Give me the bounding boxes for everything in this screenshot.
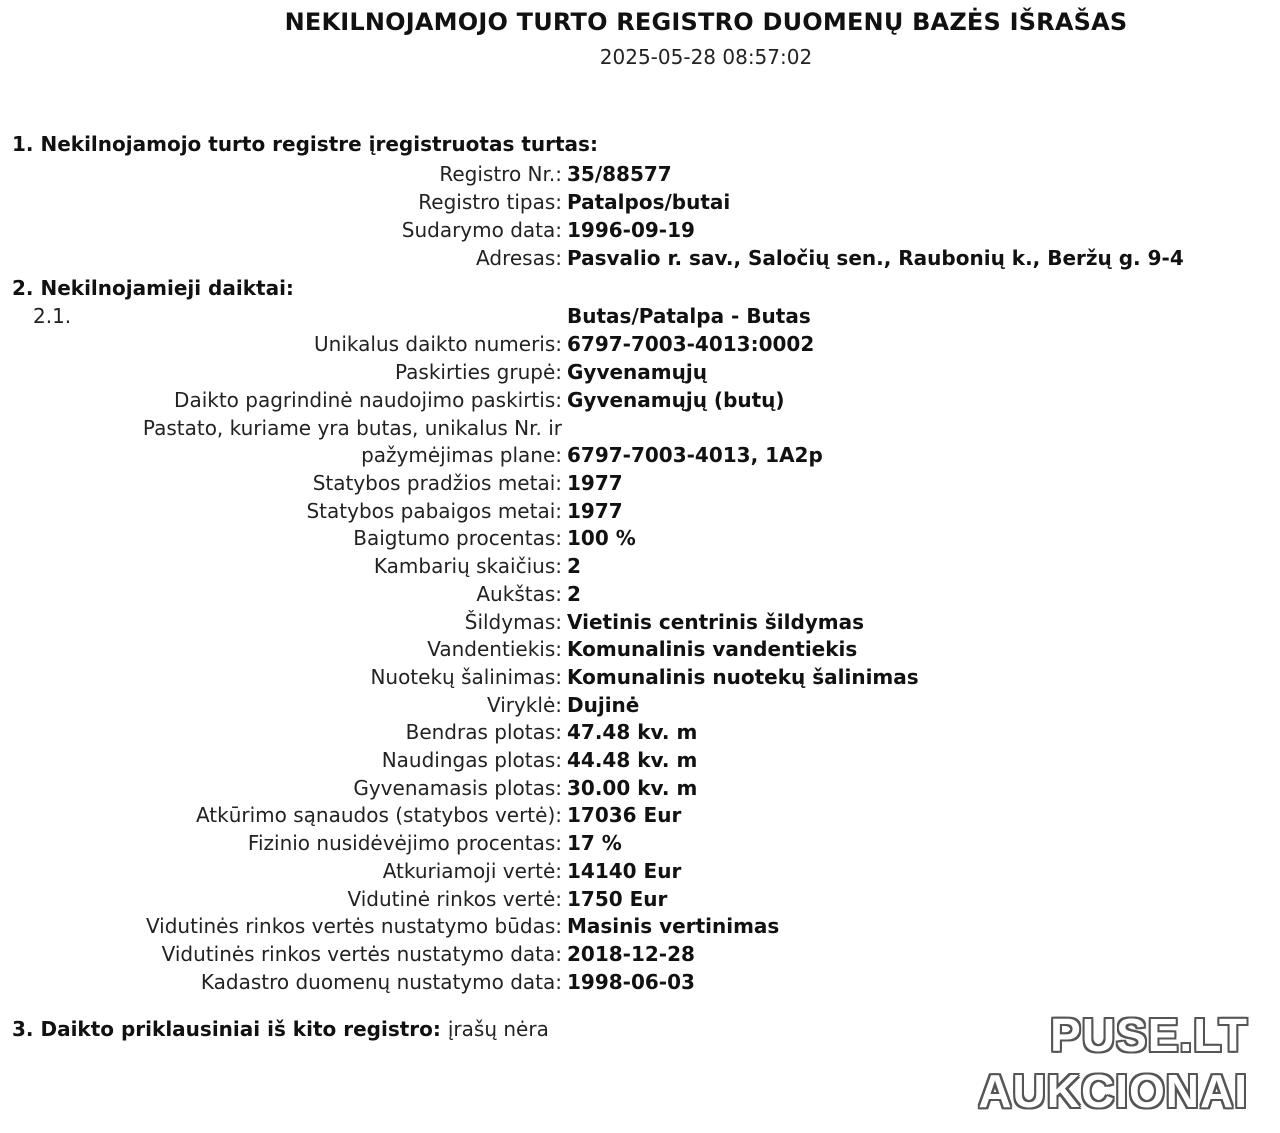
field-value: 1977 (567, 471, 623, 495)
document-datetime: 2025-05-28 08:57:02 (599, 45, 813, 69)
field-row (0, 218, 1280, 246)
item-header-row (0, 304, 1280, 332)
field-value: 1996-09-19 (567, 218, 695, 242)
field-label: Fizinio nusidėvėjimo procentas: (247, 831, 562, 856)
field-label: Vandentiekis: (427, 637, 562, 662)
section-3-note: įrašų nėra (447, 1017, 549, 1041)
field-label: Paskirties grupė: (394, 360, 562, 384)
field-label: Bendras plotas: (405, 720, 562, 745)
item-number: 2.1. (33, 304, 72, 328)
field-value: 47.48 kv. m (567, 720, 698, 745)
field-value: 1977 (567, 498, 623, 523)
field-label: Registro tipas: (418, 190, 562, 214)
field-row (0, 610, 1280, 638)
field-row (0, 637, 1280, 665)
field-label: Unikalus daikto numeris: (314, 332, 562, 356)
field-label: Vidutinės rinkos vertės nustatymo būdas: (145, 914, 562, 939)
field-value: 30.00 kv. m (567, 775, 698, 800)
field-label: Registro Nr.: (439, 162, 562, 186)
field-value: 1998-06-03 (567, 969, 695, 994)
field-row (0, 831, 1280, 859)
field-value: 14140 Eur (567, 858, 682, 883)
field-value: Vietinis centrinis šildymas (567, 609, 865, 634)
field-row (0, 665, 1280, 693)
field-row (0, 190, 1280, 218)
field-value: 17 % (567, 831, 622, 856)
field-label: Gyvenamasis plotas: (353, 775, 562, 800)
field-row (0, 471, 1280, 499)
field-value: 6797-7003-4013:0002 (567, 332, 815, 356)
watermark-line1: PUSE.LT (1050, 1009, 1248, 1061)
field-label: Atkuriamoji vertė: (382, 858, 562, 883)
building-label-row-1 (0, 416, 1280, 444)
field-value: Gyvenamųjų (567, 360, 707, 384)
field-row (0, 554, 1280, 582)
field-value: 2 (567, 554, 581, 579)
building-value: 6797-7003-4013, 1A2p (567, 443, 823, 467)
field-row (0, 499, 1280, 527)
section-3-heading-text: 3. Daikto priklausiniai iš kito registro: (12, 1017, 441, 1041)
field-row (0, 887, 1280, 915)
field-label: Vidutinė rinkos vertė: (347, 886, 562, 911)
building-row (0, 443, 1280, 471)
field-value: Komunalinis vandentiekis (567, 637, 858, 662)
field-label: Sudarymo data: (401, 218, 562, 242)
field-row (0, 720, 1280, 748)
field-label: Statybos pradžios metai: (312, 471, 562, 495)
field-label: Kambarių skaičius: (373, 554, 562, 579)
document-title: NEKILNOJAMOJO TURTO REGISTRO DUOMENŲ BAZĖS IŠRAŠAS (284, 8, 1128, 36)
field-label: Kadastro duomenų nustatymo data: (200, 969, 562, 994)
field-row (0, 246, 1280, 274)
field-row (0, 582, 1280, 610)
field-value: Masinis vertinimas (567, 914, 780, 939)
field-row (0, 942, 1280, 970)
building-label-line2: pažymėjimas plane: (361, 443, 562, 467)
field-row (0, 388, 1280, 416)
field-row (0, 162, 1280, 190)
field-label: Vidutinės rinkos vertės nustatymo data: (161, 941, 562, 966)
field-label: Aukštas: (476, 581, 562, 606)
field-label: Daikto pagrindinė naudojimo paskirtis: (174, 388, 562, 412)
field-row (0, 693, 1280, 721)
field-value: Gyvenamųjų (butų) (567, 388, 785, 412)
field-label: Statybos pabaigos metai: (306, 498, 562, 523)
field-row (0, 859, 1280, 887)
field-row (0, 360, 1280, 388)
field-row (0, 332, 1280, 360)
field-label: Baigtumo procentas: (353, 526, 562, 551)
field-value: 1750 Eur (567, 886, 668, 911)
section-3-heading (12, 1017, 549, 1041)
section-1-heading: 1. Nekilnojamojo turto registre įregistruotas turtas: (12, 132, 598, 156)
field-label: Naudingas plotas: (381, 748, 562, 772)
field-label: Atkūrimo sąnaudos (statybos vertė): (195, 803, 562, 828)
field-label: Nuotekų šalinimas: (370, 664, 562, 689)
field-value: Komunalinis nuotekų šalinimas (567, 664, 919, 689)
field-row (0, 748, 1280, 776)
field-label: Adresas: (476, 246, 562, 270)
field-row (0, 803, 1280, 831)
field-value: Patalpos/butai (567, 190, 731, 214)
field-value: 2018-12-28 (567, 941, 695, 966)
building-label-line1: Pastato, kuriame yra butas, unikalus Nr. ir (142, 416, 562, 440)
field-value: Dujinė (567, 692, 640, 717)
field-row (0, 914, 1280, 942)
watermark-line2: AUKCIONAI (978, 1065, 1248, 1117)
field-label: Viryklė: (486, 692, 562, 717)
field-value: 44.48 kv. m (567, 748, 698, 772)
field-value: 2 (567, 581, 581, 606)
field-row (0, 526, 1280, 554)
section-2-heading: 2. Nekilnojamieji daiktai: (12, 276, 294, 300)
field-value: 100 % (567, 526, 636, 551)
field-value: 35/88577 (567, 162, 672, 186)
field-row (0, 776, 1280, 804)
field-label: Šildymas: (464, 609, 562, 634)
field-value: Pasvalio r. sav., Saločių sen., Raubonių k., Beržų g. 9-4 (567, 246, 1184, 270)
item-title: Butas/Patalpa - Butas (567, 304, 811, 328)
field-value: 17036 Eur (567, 803, 682, 828)
field-row (0, 970, 1280, 998)
